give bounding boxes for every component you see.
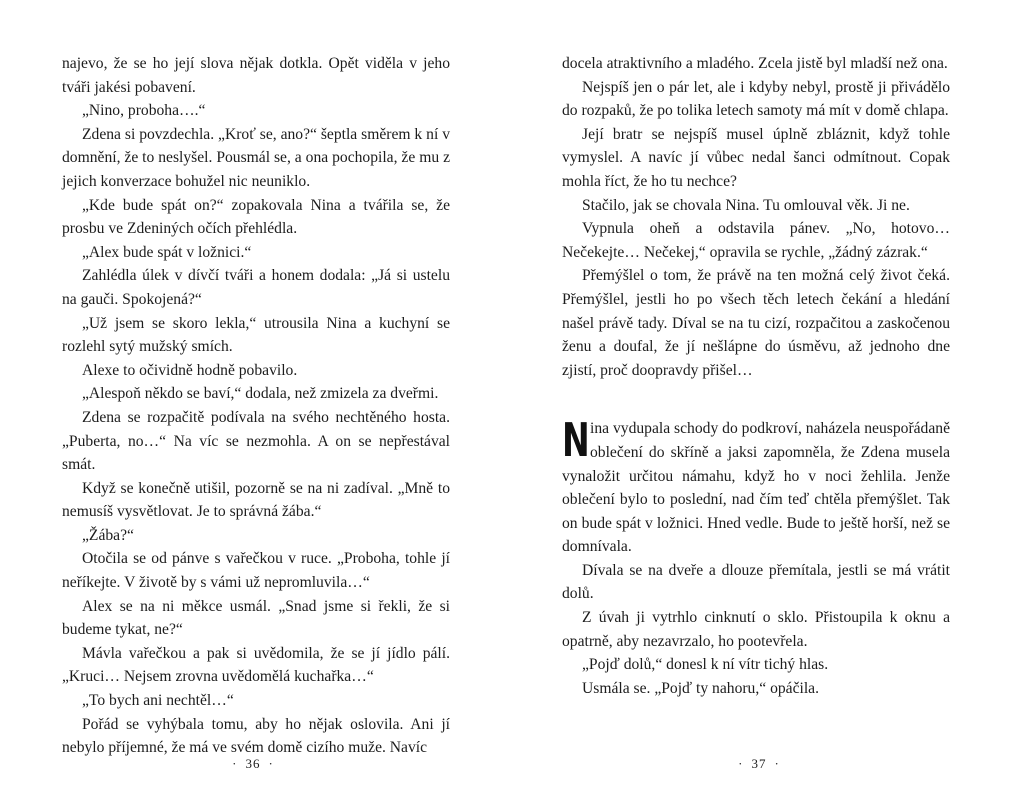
- folio-dot: ·: [232, 756, 238, 771]
- paragraph: Usmála se. „Pojď ty nahoru,“ opáčila.: [582, 679, 819, 697]
- folio-dot: ·: [268, 756, 274, 771]
- page-number: [506, 756, 1012, 772]
- paragraph: Z úvah ji vytrhlo cinknutí o sklo. Přistoupila k oknu a opatrně, aby nezavrzalo, ho pootevřela.: [562, 609, 950, 650]
- paragraph: „Alex bude spát v ložnici.“: [82, 243, 252, 261]
- paragraph: Vypnula oheň a odstavila pánev. „No, hotovo… Nečekejte… Nečekej,“ opravila se rychle, „žádný zázrak.“: [562, 220, 950, 261]
- paragraph: Zdena se rozpačitě podívala na svého nechtěného hosta. „Puberta, no…“ Na víc se nezmohla. A on se nepřestával smát.: [62, 408, 450, 474]
- folio-dot: ·: [738, 756, 744, 771]
- paragraph: Mávla vařečkou a pak si uvědomila, že se jí jídlo pálí. „Kruci… Nejsem zrovna uvědomělá kuchařka…“: [62, 644, 450, 686]
- paragraph: Alexe to očividně hodně pobavilo.: [82, 361, 298, 379]
- paragraph: „Kde bude spát on?“ zopakovala Nina a tvářila se, že prosbu ve Zdeniných očích přehlédla.: [62, 196, 450, 238]
- chapter-first-paragraph: [562, 413, 950, 559]
- paragraph: Zdena si povzdechla. „Kroť se, ano?“ šeptla směrem k ní v domnění, že to neslyšel. Pousmál se, a ona pochopila, že mu z jejich konverzace bohužel nic neuniklo.: [62, 125, 450, 190]
- paragraph: Když se konečně utišil, pozorně se na ni zadíval. „Mně to nemusíš vysvětlovat. Je to správná žába.“: [62, 479, 450, 521]
- page-number: [0, 756, 506, 772]
- paragraph: Otočila se od pánve s vařečkou v ruce. „Proboha, tohle jí neříkejte. V životě by s vámi už nepromluvila…“: [62, 550, 450, 592]
- paragraph: „Nino, proboha….“: [82, 102, 206, 120]
- paragraph: Přemýšlel o tom, že právě na ten možná celý život čeká. Přemýšlel, jestli ho po všech těch letech čekání a hledání našel právě tady. Díval se na tu cizí, rozpačitou a zaskočenou ženu a doufal, že jí nešlápne do úsměvu, až jednoho dne zjistí, proč doopravdy přišel…: [562, 267, 950, 379]
- paragraph: docela atraktivního a mladého. Zcela jistě byl mladší než ona.: [562, 55, 948, 72]
- paragraph: najevo, že se ho její slova nějak dotkla. Opět viděla v jeho tváři jakési pobavení.: [62, 55, 450, 96]
- paragraph: Zahlédla úlek v dívčí tváři a honem dodala: „Já si ustelu na gauči. Spokojená?“: [62, 267, 450, 308]
- drop-cap: N: [562, 413, 590, 468]
- paragraph: Dívala se na dveře a dlouze přemítala, jestli se má vrátit dolů.: [562, 561, 950, 603]
- page-number-value: 37: [751, 756, 767, 771]
- paragraph: Její bratr se nejspíš musel úplně zbláznit, když tohle vymyslel. A navíc jí vůbec nedal šanci odmítnout. Copak mohla říct, že ho tu nechce?: [562, 125, 950, 190]
- paragraph: Pořád se vyhýbala tomu, aby ho nějak oslovila. Ani jí nebylo příjemné, že má ve svém domě cizího muže. Navíc: [62, 715, 450, 757]
- paragraph: „Už jsem se skoro lekla,“ utrousila Nina a kuchyní se rozlehl sytý mužský smích.: [62, 314, 450, 356]
- paragraph: „Pojď dolů,“ donesl k ní vítr tichý hlas.: [582, 656, 829, 674]
- paragraph: „Žába?“: [82, 526, 134, 544]
- paragraph: „To bych ani nechtěl…“: [82, 692, 234, 710]
- right-page: [506, 0, 1012, 800]
- left-page-text: [62, 52, 450, 760]
- folio-dot: ·: [774, 756, 780, 771]
- paragraph: Stačilo, jak se chovala Nina. Tu omlouval věk. Ji ne.: [582, 196, 910, 214]
- right-page-text: [562, 52, 950, 700]
- paragraph: Alex se na ni měkce usmál. „Snad jsme si řekli, že si budeme tykat, ne?“: [62, 597, 450, 639]
- chapter-first-paragraph-text: ina vydupala schody do podkroví, naházela neuspořádaně oblečení do skříně a jaksi zapomněla, že Zdena musela vynaložit určitou námahu, když ho v noci žehlila. Jenže oblečení bylo to poslední, nad čím teď chtěla přemýšlet. Tak on bude spát v ložnici. Hned vedle. Bude to ještě horší, než se domnívala.: [562, 420, 950, 556]
- paragraph: „Alespoň někdo se baví,“ dodala, než zmizela za dveřmi.: [82, 385, 439, 403]
- page-number-value: 36: [245, 756, 261, 771]
- paragraph: Nejspíš jen o pár let, ale i kdyby nebyl, prostě ji přivádělo do rozpaků, že po tolika letech samoty má mít v domě chlapa.: [562, 78, 950, 120]
